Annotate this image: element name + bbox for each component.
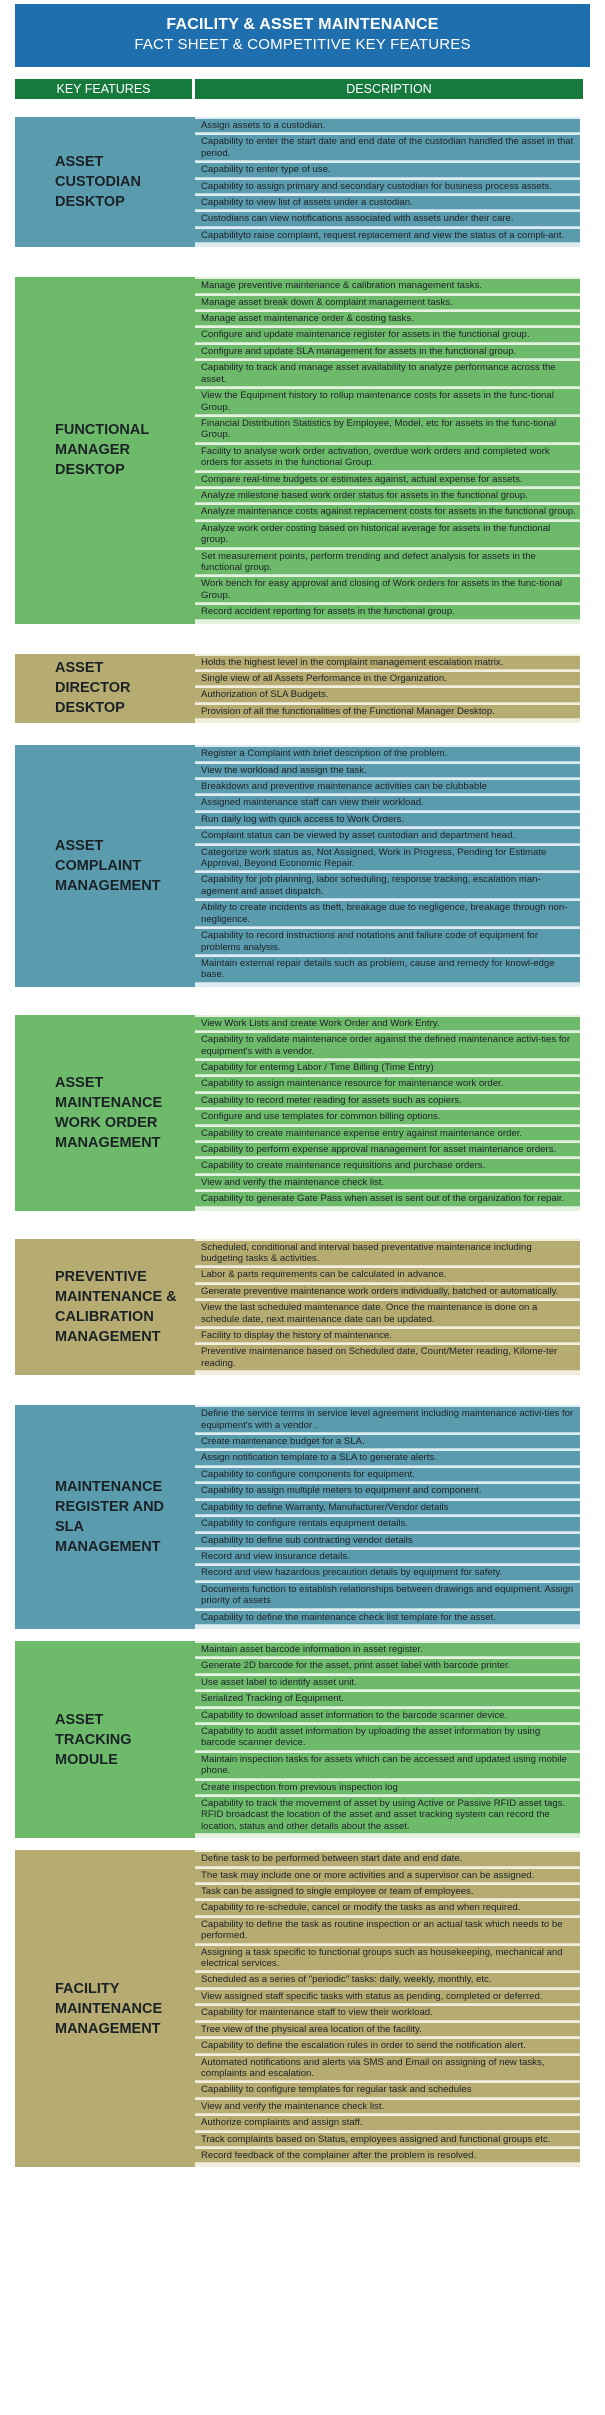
section-items bbox=[195, 654, 580, 724]
feature-item: Capability to perform expense approval management for asset maintenance orders. bbox=[195, 1143, 580, 1157]
feature-item: Capability to configure rentals equipment details. bbox=[195, 1517, 580, 1531]
feature-item: Analyze work order costing based on historical average for assets in the functional group. bbox=[195, 522, 580, 548]
feature-item: Capability to define sub contracting vendor details bbox=[195, 1534, 580, 1548]
feature-item: Configure and update maintenance register for assets in the functional group. bbox=[195, 328, 580, 342]
feature-item: Scheduled as a series of "periodic" tasks: daily, weekly, monthly, etc. bbox=[195, 1973, 580, 1987]
feature-item: Compare real-time budgets or estimates against, actual expense for assets. bbox=[195, 473, 580, 487]
feature-item: Assign notification template to a SLA to generate alerts. bbox=[195, 1451, 580, 1465]
feature-item: Manage preventive maintenance & calibration management tasks. bbox=[195, 279, 580, 293]
feature-item: Capability for entering Labor / Time Billing (Time Entry) bbox=[195, 1061, 580, 1075]
page-title: FACILITY & ASSET MAINTENANCE bbox=[166, 16, 439, 33]
feature-item: Analyze maintenance costs against replacement costs for assets in the functional group. bbox=[195, 505, 580, 519]
feature-item: Holds the highest level in the complaint management escalation matrix. bbox=[195, 656, 580, 670]
feature-item: Use asset label to identify asset unit. bbox=[195, 1676, 580, 1690]
feature-item: Provision of all the functionalities of the Functional Manager Desktop. bbox=[195, 705, 580, 719]
feature-item: Create inspection from previous inspection log bbox=[195, 1781, 580, 1795]
feature-item: Capability to track the movement of asset by using Active or Passive RFID asset tags. RFID broadcast the location of the asset and asset tracking system can record the location, status and other details about the asset. bbox=[195, 1797, 580, 1834]
section-label: ASSET DIRECTOR DESKTOP bbox=[15, 654, 195, 724]
feature-item: Register a Complaint with brief description of the problem. bbox=[195, 747, 580, 761]
section-items bbox=[195, 745, 580, 987]
feature-item: View and verify the maintenance check list. bbox=[195, 1176, 580, 1190]
section-label: PREVENTIVE MAINTENANCE & CALIBRATION MANAGEMENT bbox=[15, 1239, 195, 1376]
feature-item: Capability to audit asset information by uploading the asset information by using barcode scanner device. bbox=[195, 1725, 580, 1751]
feature-item: Single view of all Assets Performance in the Organization. bbox=[195, 672, 580, 686]
feature-item: View the last scheduled maintenance date. Once the maintenance is done on a schedule date, next maintenance date can be updated. bbox=[195, 1301, 580, 1327]
feature-item: Configure and use templates for common billing options. bbox=[195, 1110, 580, 1124]
feature-item: Capability to define the maintenance check list template for the asset. bbox=[195, 1611, 580, 1625]
feature-item: Breakdown and preventive maintenance activities can be clubbable bbox=[195, 780, 580, 794]
feature-item: Capabilityto raise complaint, request replacement and view the status of a compli-ant. bbox=[195, 229, 580, 243]
feature-item: Work bench for easy approval and closing of Work orders for assets in the func-tional Group. bbox=[195, 577, 580, 603]
feature-item: Capability for job planning, labor scheduling, response tracking, escalation man-agement and asset dispatch. bbox=[195, 873, 580, 899]
feature-section bbox=[15, 1239, 590, 1376]
section-label: FACILITY MAINTENANCE MANAGEMENT bbox=[15, 1850, 195, 2167]
column-headers bbox=[15, 79, 590, 99]
feature-item: Ability to create incidents as theft, breakage due to negligence, breakage through non-negligence. bbox=[195, 901, 580, 927]
feature-item: Financial Distribution Statistics by Employee, Model, etc for assets in the func-tional Group. bbox=[195, 417, 580, 443]
feature-item: Track complaints based on Status, employees assigned and functional groups etc. bbox=[195, 2133, 580, 2147]
feature-item: Categorize work status as, Not Assigned, Work in Progress, Pending for Estimate Approval, Beyond Economic Repair. bbox=[195, 846, 580, 872]
feature-item: Assign assets to a custodian. bbox=[195, 119, 580, 133]
feature-item: Capability to define the task as routine inspection or an actual task which needs to be performed. bbox=[195, 1918, 580, 1944]
feature-item: Facility to analyse work order activation, overdue work orders and completed work orders for assets in the functional Group. bbox=[195, 445, 580, 471]
feature-item: Capability to configure components for equipment. bbox=[195, 1468, 580, 1482]
feature-section bbox=[15, 1850, 590, 2167]
feature-item: Set measurement points, perform trending and defect analysis for assets in the functional group. bbox=[195, 550, 580, 576]
feature-item: Record and view insurance details. bbox=[195, 1550, 580, 1564]
feature-section bbox=[15, 654, 590, 724]
feature-item: Define task to be performed between start date and end date. bbox=[195, 1852, 580, 1866]
feature-item: Assigned maintenance staff can view their workload. bbox=[195, 796, 580, 810]
feature-section bbox=[15, 1641, 590, 1838]
section-items bbox=[195, 1850, 580, 2167]
feature-item: Capability to enter type of use. bbox=[195, 163, 580, 177]
section-label: ASSET CUSTODIAN DESKTOP bbox=[15, 117, 195, 247]
feature-item: Maintain external repair details such as problem, cause and remedy for knowl-edge base. bbox=[195, 957, 580, 983]
section-label: MAINTENANCE REGISTER AND SLA MANAGEMENT bbox=[15, 1405, 195, 1629]
feature-section bbox=[15, 277, 590, 623]
section-items bbox=[195, 1405, 580, 1629]
feature-item: Create maintenance budget for a SLA. bbox=[195, 1435, 580, 1449]
feature-item: View and verify the maintenance check list. bbox=[195, 2100, 580, 2114]
section-label: ASSET TRACKING MODULE bbox=[15, 1641, 195, 1838]
feature-item: Configure and update SLA management for assets in the functional group. bbox=[195, 345, 580, 359]
feature-item: Capability to re-schedule, cancel or modify the tasks as and when required. bbox=[195, 1901, 580, 1915]
feature-item: View the Equipment history to rollup maintenance costs for assets in the func-tional Group. bbox=[195, 389, 580, 415]
feature-item: Generate 2D barcode for the asset, print asset label with barcode printer. bbox=[195, 1659, 580, 1673]
feature-item: View the workload and assign the task. bbox=[195, 764, 580, 778]
feature-item: Preventive maintenance based on Scheduled date, Count/Meter reading, Kilome-ter reading. bbox=[195, 1345, 580, 1371]
feature-item: Analyze milestone based work order status for assets in the functional group. bbox=[195, 489, 580, 503]
feature-item: Tree view of the physical area location of the facility. bbox=[195, 2023, 580, 2037]
feature-item: Automated notifications and alerts via SMS and Email on assigning of new tasks, complaints and escalation. bbox=[195, 2056, 580, 2082]
feature-item: The task may include one or more activities and a supervisor can be assigned. bbox=[195, 1869, 580, 1883]
feature-item: Define the service terms in service level agreement including maintenance activi-ties for equipment's with a vendor . bbox=[195, 1407, 580, 1433]
feature-item: Capability to enter the start date and end date of the custodian handled the asset in that period. bbox=[195, 135, 580, 161]
feature-item: Labor & parts requirements can be calculated in advance. bbox=[195, 1268, 580, 1282]
feature-item: Capability to create maintenance expense entry against maintenance order. bbox=[195, 1127, 580, 1141]
feature-item: Authorization of SLA Budgets. bbox=[195, 688, 580, 702]
feature-item: Capability to define Warranty, Manufacturer/Vendor details bbox=[195, 1501, 580, 1515]
feature-item: Record and view hazardous precaution details by equipment for safety. bbox=[195, 1566, 580, 1580]
section-label: ASSET COMPLAINT MANAGEMENT bbox=[15, 745, 195, 987]
feature-section bbox=[15, 117, 590, 247]
feature-item: Documents function to establish relationships between drawings and equipment. Assign priority of assets bbox=[195, 1583, 580, 1609]
section-items bbox=[195, 1239, 580, 1376]
feature-item: Capability to record instructions and notations and failure code of equipment for problems analysis. bbox=[195, 929, 580, 955]
feature-item: Capability to define the escalation rules in order to send the notification alert. bbox=[195, 2039, 580, 2053]
feature-item: Capability to generate Gate Pass when asset is sent out of the organization for repair. bbox=[195, 1192, 580, 1206]
feature-section bbox=[15, 1405, 590, 1629]
section-items bbox=[195, 1641, 580, 1838]
feature-item: Capability to assign multiple meters to equipment and component. bbox=[195, 1484, 580, 1498]
feature-item: Capability for maintenance staff to view their workload. bbox=[195, 2006, 580, 2020]
page-subtitle: FACT SHEET & COMPETITIVE KEY FEATURES bbox=[134, 36, 471, 53]
feature-item: Task can be assigned to single employee or team of employees. bbox=[195, 1885, 580, 1899]
feature-item: Facility to display the history of maintenance. bbox=[195, 1329, 580, 1343]
column-header-description: DESCRIPTION bbox=[195, 79, 583, 99]
section-label: FUNCTIONAL MANAGER DESKTOP bbox=[15, 277, 195, 623]
feature-item: Manage asset maintenance order & costing tasks. bbox=[195, 312, 580, 326]
feature-item: Scheduled, conditional and interval based preventative maintenance including budgeting tasks & activities. bbox=[195, 1241, 580, 1267]
feature-section bbox=[15, 1015, 590, 1211]
feature-item: View Work Lists and create Work Order and Work Entry. bbox=[195, 1017, 580, 1031]
feature-item: Maintain inspection tasks for assets which can be accessed and updated using mobile phone. bbox=[195, 1753, 580, 1779]
feature-item: Capability to view list of assets under a custodian. bbox=[195, 196, 580, 210]
feature-item: Capability to validate maintenance order against the defined maintenance activi-ties for equipment's with a vendor. bbox=[195, 1033, 580, 1059]
feature-item: Capability to assign primary and secondary custodian for business process assets. bbox=[195, 180, 580, 194]
feature-item: Serialized Tracking of Equipment. bbox=[195, 1692, 580, 1706]
feature-item: Authorize complaints and assign staff. bbox=[195, 2116, 580, 2130]
feature-item: Run daily log with quick access to Work Orders. bbox=[195, 813, 580, 827]
feature-item: Capability to download asset information to the barcode scanner device. bbox=[195, 1709, 580, 1723]
feature-item: Capability to record meter reading for assets such as copiers. bbox=[195, 1094, 580, 1108]
section-items bbox=[195, 1015, 580, 1211]
feature-item: Capability to track and manage asset availability to analyze performance across the asset. bbox=[195, 361, 580, 387]
feature-item: Custodians can view notifications associated with assets under their care. bbox=[195, 212, 580, 226]
feature-item: Record accident reporting for assets in the functional group. bbox=[195, 605, 580, 619]
feature-item: Generate preventive maintenance work orders individually, batched or automatically. bbox=[195, 1285, 580, 1299]
section-label: ASSET MAINTENANCE WORK ORDER MANAGEMENT bbox=[15, 1015, 195, 1211]
feature-item: Complaint status can be viewed by asset custodian and department head. bbox=[195, 829, 580, 843]
column-header-key-features: KEY FEATURES bbox=[15, 79, 192, 99]
section-items bbox=[195, 277, 580, 623]
feature-item: View assigned staff specific tasks with status as pending, completed or deferred. bbox=[195, 1990, 580, 2004]
feature-section bbox=[15, 745, 590, 987]
section-items bbox=[195, 117, 580, 247]
feature-item: Capability to create maintenance requisitions and purchase orders. bbox=[195, 1159, 580, 1173]
page-header bbox=[15, 4, 590, 67]
feature-item: Assigning a task specific to functional groups such as housekeeping, mechanical and electrical services. bbox=[195, 1946, 580, 1972]
feature-item: Maintain asset barcode information in asset register. bbox=[195, 1643, 580, 1657]
feature-item: Manage asset break down & complaint management tasks. bbox=[195, 296, 580, 310]
feature-item: Record feedback of the complainer after the problem is resolved. bbox=[195, 2149, 580, 2163]
feature-item: Capability to assign maintenance resource for maintenance work order. bbox=[195, 1077, 580, 1091]
feature-sections bbox=[0, 117, 605, 2167]
feature-item: Capability to configure templates for regular task and schedules bbox=[195, 2083, 580, 2097]
